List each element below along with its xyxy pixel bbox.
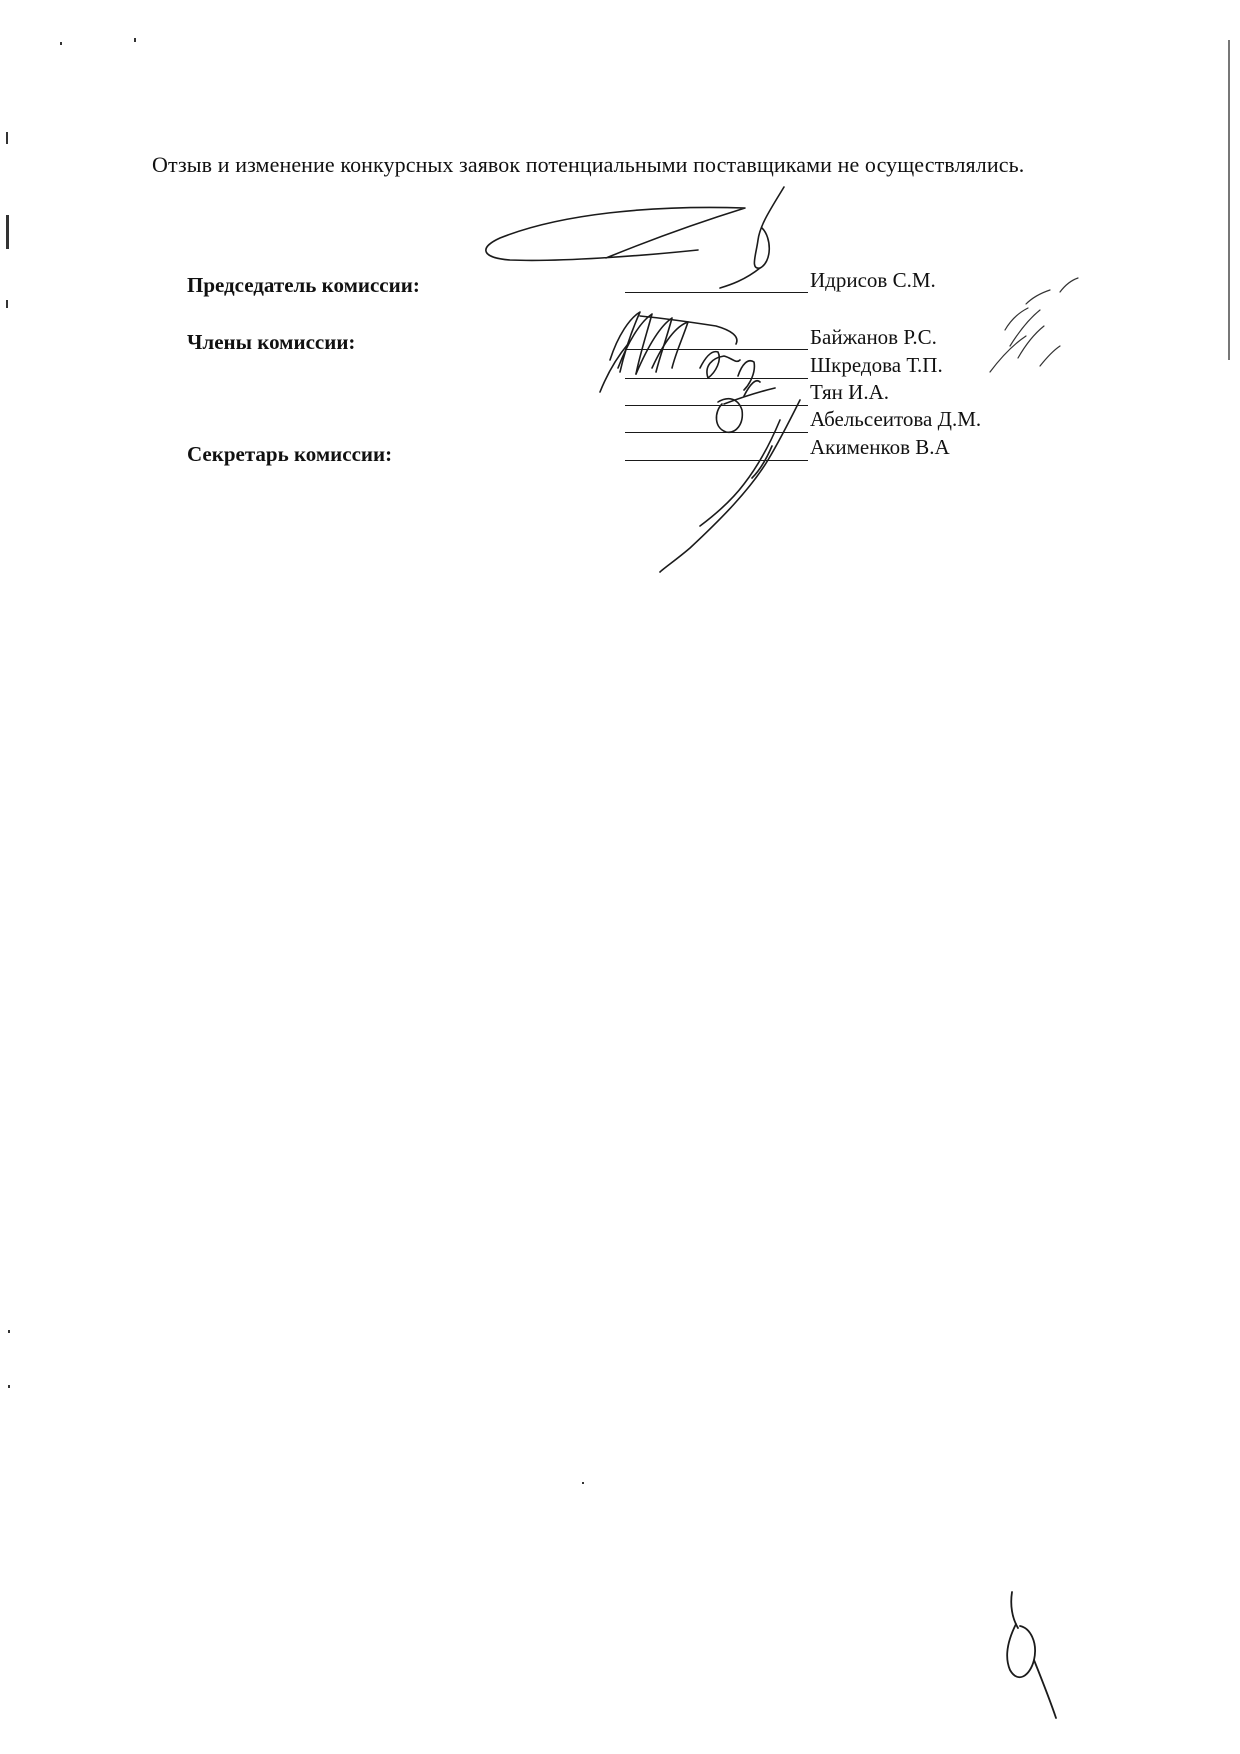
scan-speck xyxy=(582,1482,584,1484)
signature-members xyxy=(600,312,775,432)
role-members: Члены комиссии: xyxy=(187,330,356,354)
page-mark xyxy=(1007,1592,1056,1718)
signature-line xyxy=(625,460,808,461)
signatory-name: Акименков В.А xyxy=(810,435,950,459)
signatory-name: Шкредова Т.П. xyxy=(810,353,943,377)
signature-secretary xyxy=(660,400,800,572)
signatory-name: Тян И.А. xyxy=(810,380,890,404)
signature-chairman xyxy=(486,187,784,288)
signature-line xyxy=(625,349,808,350)
signatory-name: Байжанов Р.С. xyxy=(810,325,937,349)
scan-speck xyxy=(8,1385,10,1388)
signatory-name: Идрисов С.М. xyxy=(810,268,936,292)
scan-speck xyxy=(1228,40,1230,360)
scan-speck xyxy=(6,215,9,249)
scan-speck xyxy=(6,132,8,144)
signature-line xyxy=(625,292,808,293)
scan-speck xyxy=(8,1330,10,1333)
signature-line xyxy=(625,432,808,433)
statement-text: Отзыв и изменение конкурсных заявок потенциальными поставщиками не осуществлялись. xyxy=(152,152,1025,177)
scan-speck xyxy=(60,42,62,45)
scan-speck xyxy=(6,300,8,308)
role-chairman: Председатель комиссии: xyxy=(187,273,420,297)
signatory-name: Абельсеитова Д.М. xyxy=(810,407,982,431)
signature-line xyxy=(625,378,808,379)
signature-line xyxy=(625,405,808,406)
role-secretary: Секретарь комиссии: xyxy=(187,442,393,466)
signature-side-marks xyxy=(990,278,1078,372)
scan-speck xyxy=(134,38,136,42)
